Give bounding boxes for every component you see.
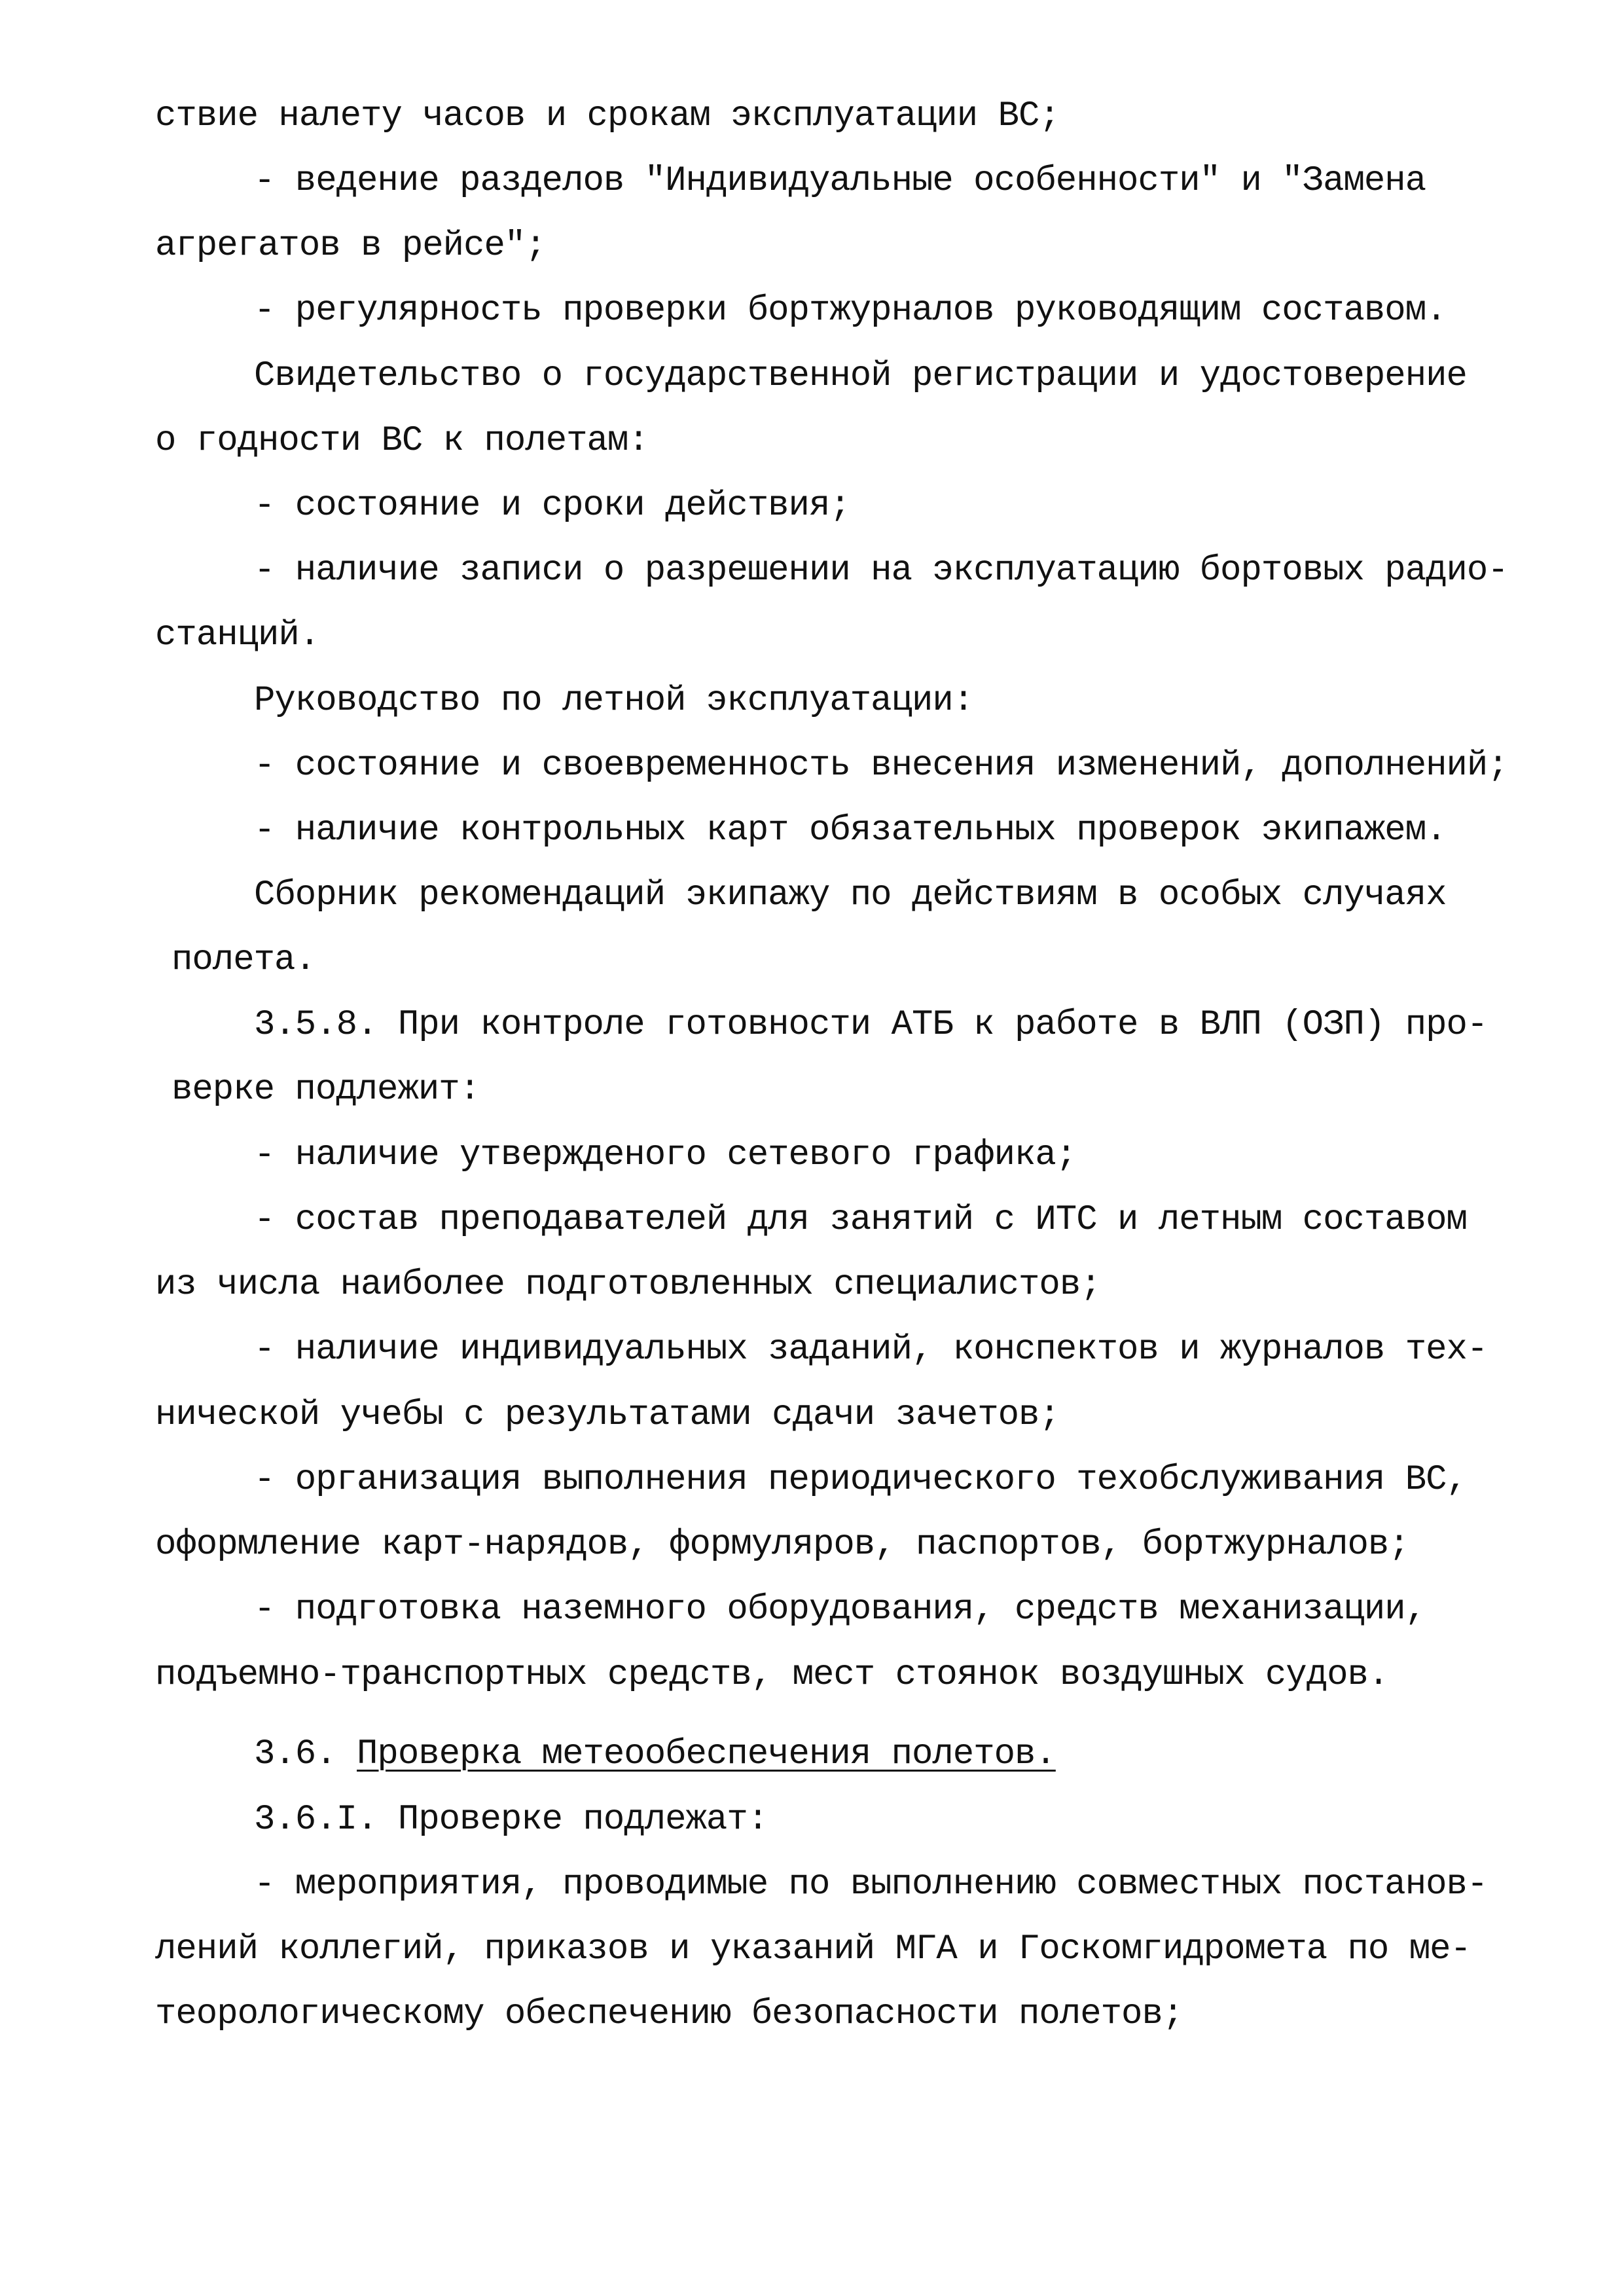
text-line-27: - мероприятия, проводимые по выполнению совместных постанов- (254, 1865, 1488, 1904)
text-line-2: - ведение разделов "Индивидуальные особенности" и "Замена (254, 161, 1426, 201)
text-line-28: лений коллегий, приказов и указаний МГА и Госкомгидромета по ме- (155, 1929, 1471, 1969)
text-line-1: ствие налету часов и срокам эксплуатации ВС; (155, 96, 1060, 136)
text-line-13: Сборник рекомендаций экипажу по действиям в особых случаях (254, 875, 1447, 915)
text-line-24: - подготовка наземного оборудования, средств механизации, (254, 1590, 1426, 1630)
text-line-4: - регулярность проверки бортжурналов руководящим составом. (254, 291, 1447, 331)
text-line-8: - наличие записи о разрешении на эксплуатацию бортовых радио- (254, 551, 1508, 591)
text-line-5: Свидетельство о государственной регистрации и удостоверение (254, 356, 1467, 396)
text-line-23: оформление карт-нарядов, формуляров, паспортов, бортжурналов; (155, 1525, 1409, 1565)
text-line-9: станций. (155, 615, 320, 655)
text-line-19: из числа наиболее подготовленных специалистов; (155, 1265, 1101, 1305)
text-line-22: - организация выполнения периодического техобслуживания ВС, (254, 1460, 1467, 1500)
text-line-17: - наличие утвержденого сетевого графика; (254, 1135, 1077, 1175)
text-line-25: подъемно-транспортных средств, мест стоянок воздушных судов. (155, 1655, 1389, 1695)
text-line-12: - наличие контрольных карт обязательных проверок экипажем. (254, 811, 1447, 850)
text-line-11: - состояние и своевременность внесения изменений, дополнений; (254, 746, 1508, 786)
text-line-15: 3.5.8. При контроле готовности АТБ к работе в ВЛП (ОЗП) про- (254, 1005, 1488, 1045)
section-number: 3.6. (254, 1734, 336, 1774)
section-title: Проверка метеообеспечения полетов. (357, 1734, 1056, 1774)
text-line-14: полета. (171, 940, 316, 980)
text-line-3: агрегатов в рейсе"; (155, 226, 546, 266)
text-line-21: нической учебы с результатами сдачи зачетов; (155, 1395, 1060, 1435)
text-line-18: - состав преподавателей для занятий с ИТС и летным составом (254, 1200, 1467, 1240)
text-line-16: верке подлежит: (171, 1070, 480, 1110)
text-line-7: - состояние и сроки действия; (254, 486, 850, 526)
text-line-20: - наличие индивидуальных заданий, конспектов и журналов тех- (254, 1330, 1488, 1370)
text-line-26: 3.6.I. Проверке подлежат: (254, 1800, 768, 1840)
text-line-29: теорологическому обеспечению безопасности полетов; (155, 1994, 1183, 2034)
text-line-6: о годности ВС к полетам: (155, 421, 649, 461)
text-line-10: Руководство по летной эксплуатации: (254, 681, 974, 721)
section-heading (254, 1732, 1056, 1777)
